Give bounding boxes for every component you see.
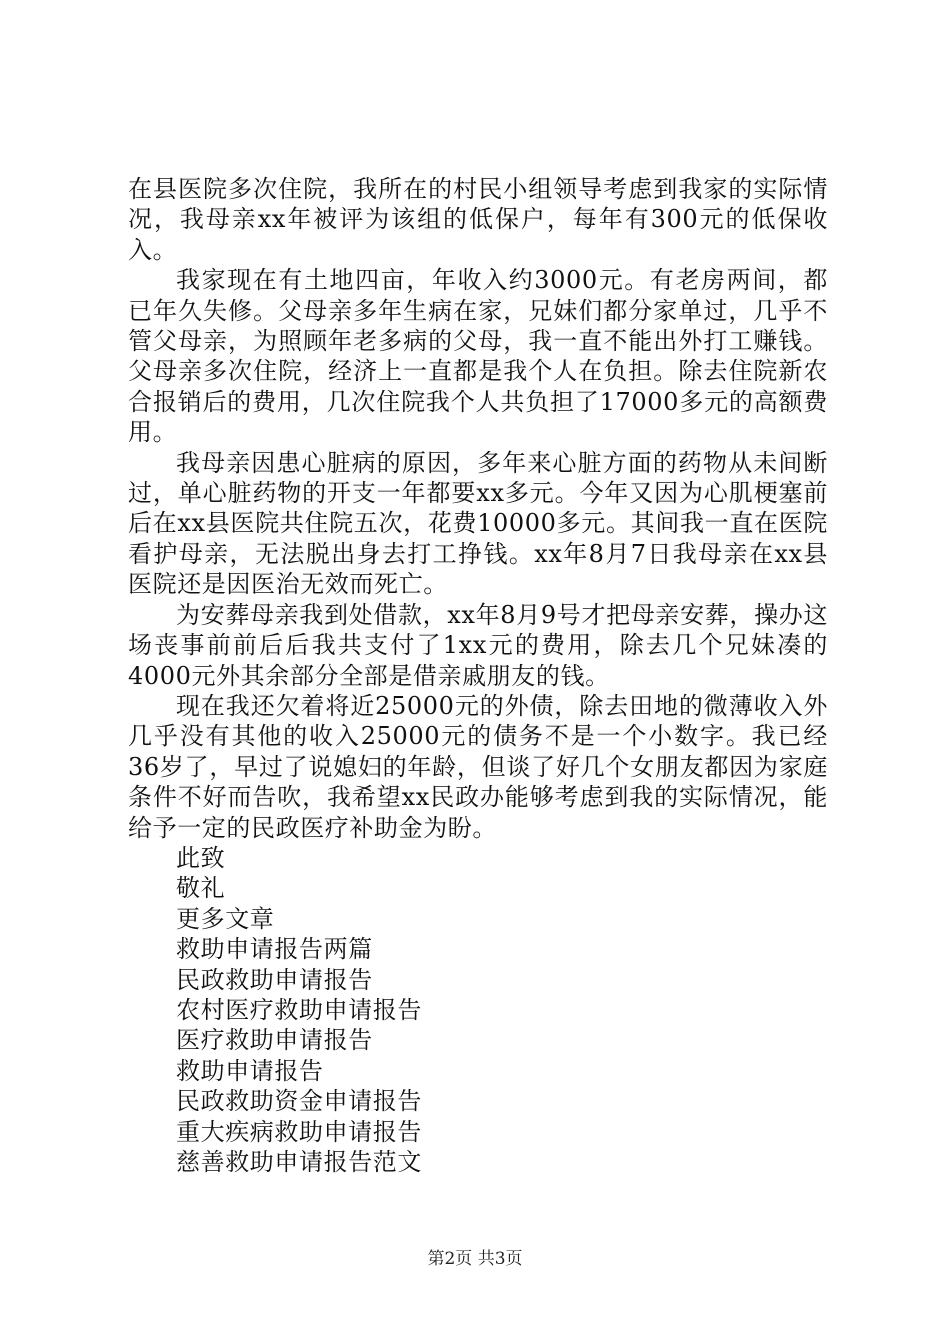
related-article-link[interactable]: 医疗救助申请报告: [176, 1026, 373, 1055]
page-indicator: 第2页 共3页: [427, 1249, 523, 1269]
related-article-link[interactable]: 民政救助申请报告: [176, 965, 373, 994]
more-articles-heading: 更多文章: [176, 904, 275, 933]
document-body: [128, 174, 828, 1177]
paragraph-2: 我家现在有土地四亩，年收入约3000元。有老房两间，都已年久失修。父母亲多年生病在家，兄妹们都分家单过，几乎不管父母亲，为照顾年老多病的父母，我一直不能出外打工赚钱。父母亲多次住院，经济上一直都是我个人在负担。除去住院新农合报销后的费用，几次住院我个人共负担了17000多元的高额费用。: [128, 266, 828, 447]
paragraph-4: 为安葬母亲我到处借款，xx年8月9号才把母亲安葬，操办这场丧事前前后后我共支付了1xx元的费用，除去几个兄妹凑的4000元外其余部分全部是借亲戚朋友的钱。: [128, 600, 828, 690]
related-article-link[interactable]: 救助申请报告两篇: [176, 935, 373, 964]
paragraph-3: 我母亲因患心脏病的原因，多年来心脏方面的药物从未间断过，单心脏药物的开支一年都要xx多元。今年又因为心肌梗塞前后在xx县医院共住院五次，花费10000多元。其间我一直在医院看护母亲，无法脱出身去打工挣钱。xx年8月7日我母亲在xx县医院还是因医治无效而死亡。: [128, 448, 828, 599]
closing-salutation: 此致: [176, 843, 226, 872]
paragraph-5: 现在我还欠着将近25000元的外债，除去田地的微薄收入外几乎没有其他的收入25000元的债务不是一个小数字。我已经36岁了，早过了说媳妇的年龄，但谈了好几个女朋友都因为家庭条件不好而告吹，我希望xx民政办能够考虑到我的实际情况，能给予一定的民政医疗补助金为盼。: [128, 691, 828, 842]
related-article-link[interactable]: 重大疾病救助申请报告: [176, 1117, 422, 1146]
closing-regards: 敬礼: [176, 874, 226, 903]
related-article-link[interactable]: 农村医疗救助申请报告: [176, 995, 422, 1024]
related-article-link[interactable]: 民政救助资金申请报告: [176, 1087, 422, 1116]
related-article-link[interactable]: 慈善救助申请报告范文: [176, 1148, 422, 1176]
related-articles-list: [128, 934, 828, 1177]
paragraph-1: 在县医院多次住院，我所在的村民小组领导考虑到我家的实际情况，我母亲xx年被评为该组的低保户，每年有300元的低保收入。: [128, 175, 828, 264]
related-article-link[interactable]: 救助申请报告: [176, 1056, 324, 1085]
